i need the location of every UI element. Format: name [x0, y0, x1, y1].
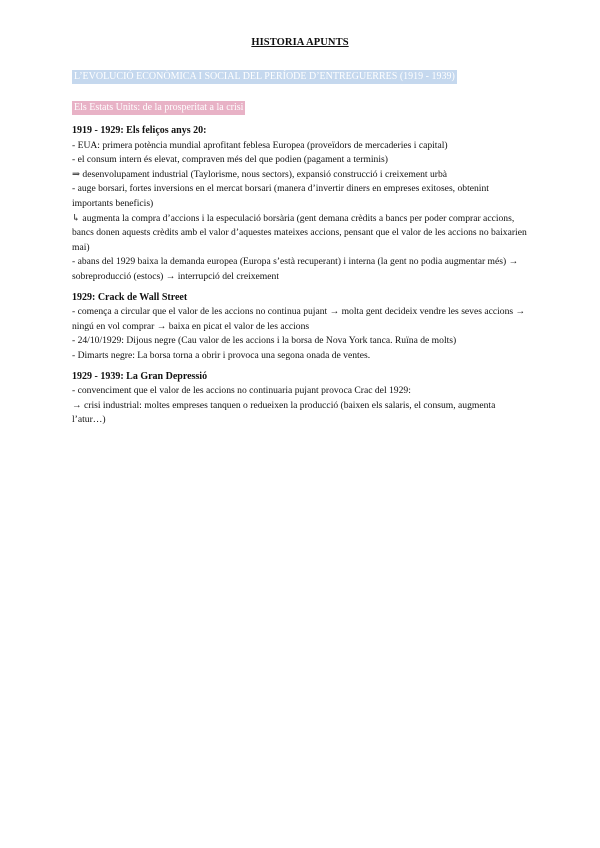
- section-crack: [72, 291, 528, 364]
- note-line: - comença a circular que el valor de les accions no continua pujant → molta gent decideix vendre les seves accions → ningú en vol comprar → baixa en picat el valor de les accions: [72, 306, 526, 332]
- note-line: - abans del 1929 baixa la demanda europea (Europa s’està recuperant) i interna (la gent no podia augmentar més) → sobreproducció (estocs) → interrupció del creixement: [72, 256, 519, 282]
- note-line: - convenciment que el valor de les accions no continuaria pujant provoca Crac del 1929:: [72, 385, 411, 397]
- note-line: ⇒ desenvolupament industrial (Taylorisme, nous sectors), expansió construcció i creixement urbà: [72, 168, 448, 180]
- highlighted-heading: L’EVOLUCIÓ ECONÒMICA I SOCIAL DEL PERÍODE D’ENTREGUERRES (1919 - 1939): [74, 71, 455, 82]
- note-line: - Dimarts negre: La borsa torna a obrir i provoca una segona onada de ventes.: [72, 349, 371, 361]
- note-line: → crisi industrial: moltes empreses tanquen o redueixen la producció (baixen els salaris, el consum, augmenta l’atur…): [72, 399, 496, 426]
- section-heading: 1929 - 1939: La Gran Depressió: [72, 370, 208, 382]
- note-line: - EUA: primera potència mundial aprofitant feblesa Europea (proveïdors de mercaderies i capital): [72, 139, 448, 151]
- section-great-depression: [72, 370, 528, 428]
- section-heading: 1929: Crack de Wall Street: [72, 291, 188, 303]
- note-line: - 24/10/1929: Dijous negre (Cau valor de les accions i la borsa de Nova York tanca. Ruïna de molts): [72, 335, 457, 347]
- highlighted-subheading: Els Estats Units: de la prosperitat a la crisi: [74, 102, 244, 113]
- section-heading: 1919 - 1929: Els feliços anys 20:: [72, 125, 207, 136]
- notes-body: [72, 124, 528, 434]
- note-line: ↳ augmenta la compra d’accions i la especulació borsària (gent demana crèdits a bancs per poder comprar accions, bancs donen aquests crèdits amb el valor d’aquestes mateixes accions, pensant que el valor de les accions no baixarien mai): [72, 212, 527, 253]
- section-1920s: [72, 124, 528, 285]
- note-line: - auge borsari, fortes inversions en el mercat borsari (manera d’invertir diners en empreses exitoses, obtenint importants beneficis): [72, 183, 489, 209]
- page-title: HISTORIA APUNTS: [251, 37, 349, 48]
- note-line: - el consum intern és elevat, compraven més del que podien (pagament a terminis): [72, 154, 388, 166]
